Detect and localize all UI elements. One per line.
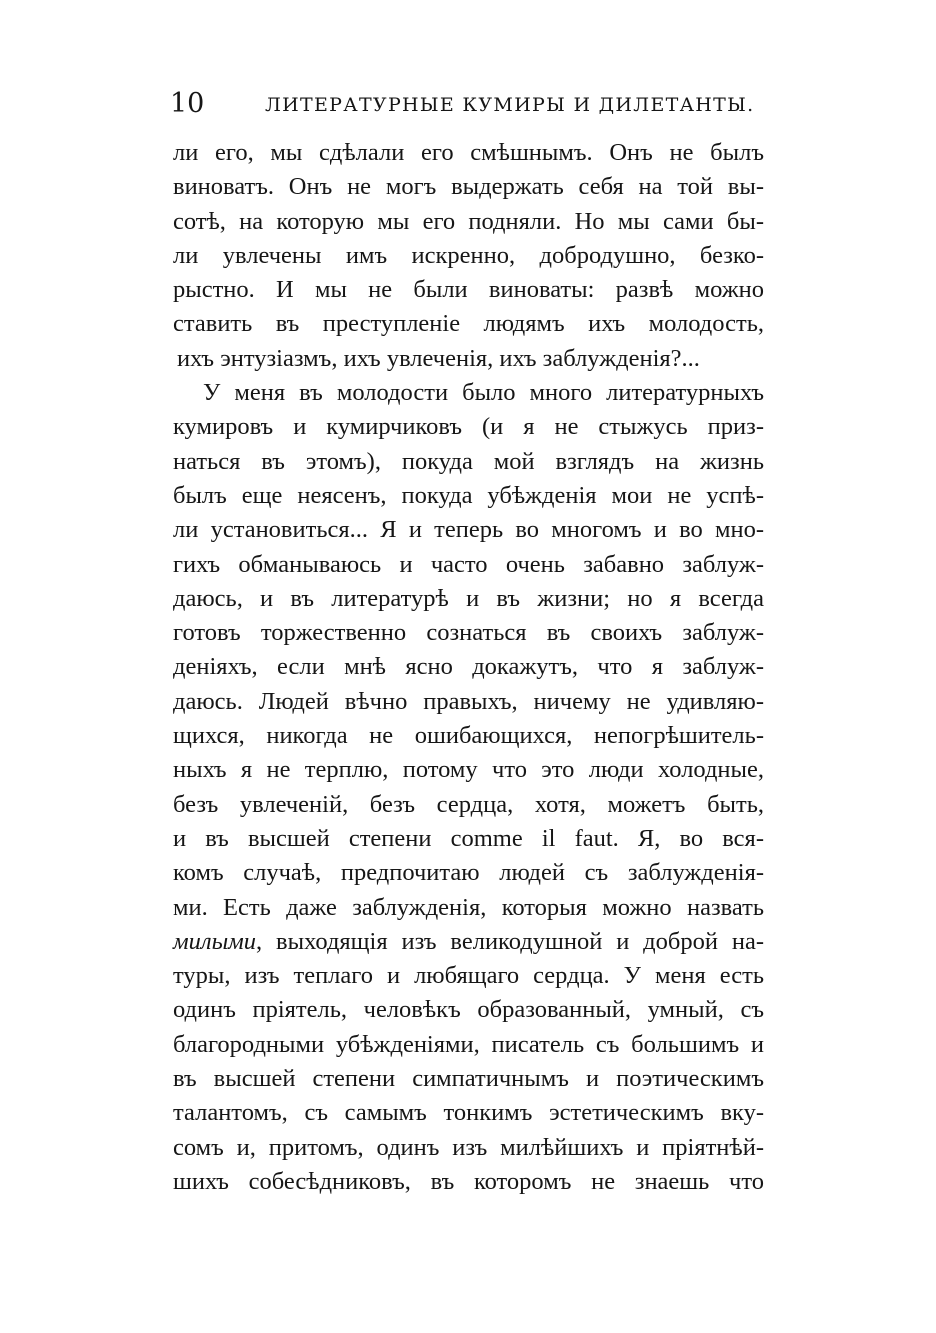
text-line: гихъ обманываюсь и часто очень забавно заблуж- <box>173 550 764 578</box>
text-line: комъ случаѣ, предпочитаю людей съ заблужденія- <box>173 859 764 887</box>
text-line: щихся, никогда не ошибающихся, непогрѣшитель- <box>173 722 764 750</box>
text-line: въ высшей степени симпатичнымъ и поэтическимъ <box>173 1065 764 1093</box>
text-line: безъ увлеченій, безъ сердца, хотя, можетъ быть, <box>173 790 764 818</box>
page-header <box>170 86 770 122</box>
page-number: 10 <box>170 88 205 119</box>
italic-word: милыми <box>173 927 257 955</box>
text-line: готовъ торжественно сознаться въ своихъ заблуж- <box>173 619 764 647</box>
text-line: даюсь, и въ литературѣ и въ жизни; но я всегда <box>173 584 764 612</box>
running-title: ЛИТЕРАТУРНЫЕ КУМИРЫ И ДИЛЕТАНТЫ. <box>265 94 755 116</box>
text-line: рыстно. И мы не были виноваты: развѣ можно <box>173 276 764 304</box>
text-line: благородными убѣжденіями, писатель съ большимъ и <box>173 1030 764 1058</box>
text-line: ми. Есть даже заблужденія, которыя можно назвать <box>173 893 764 921</box>
text-line: сотѣ, на которую мы его подняли. Но мы сами бы- <box>173 207 764 235</box>
body-text <box>173 136 764 1199</box>
text-line: и въ высшей степени comme il faut. Я, во вся- <box>173 824 764 852</box>
text-line: ли увлечены имъ искренно, добродушно, безко- <box>173 241 764 269</box>
text-line-rest: , выходящія изъ великодушной и доброй на- <box>256 927 764 955</box>
text-line: деніяхъ, если мнѣ ясно докажутъ, что я заблуж- <box>173 653 764 681</box>
text-line: кумировъ и кумирчиковъ (и я не стыжусь приз- <box>173 413 764 441</box>
text-line: ставить въ преступленіе людямъ ихъ молодость, <box>173 310 764 338</box>
text-line: сомъ и, притомъ, одинъ изъ милѣйшихъ и пріятнѣй- <box>173 1133 764 1161</box>
text-line: туры, изъ теплаго и любящаго сердца. У меня есть <box>173 962 764 990</box>
text-line: ихъ энтузіазмъ, ихъ увлеченія, ихъ заблужденія?... <box>177 344 700 372</box>
text-line: ныхъ я не терплю, потому что это люди холодные, <box>173 756 764 784</box>
text-line: шихъ собесѣдниковъ, въ которомъ не знаешь что <box>173 1167 764 1195</box>
text-line: былъ еще неясенъ, покуда убѣжденія мои не успѣ- <box>173 481 764 509</box>
text-line: даюсь. Людей вѣчно правыхъ, ничему не удивляю- <box>173 687 764 715</box>
text-line: ли его, мы сдѣлали его смѣшнымъ. Онъ не былъ <box>173 139 764 166</box>
text-line: талантомъ, съ самымъ тонкимъ эстетическимъ вку- <box>173 1099 764 1127</box>
text-line: наться въ этомъ), покуда мой взглядъ на жизнь <box>173 447 764 475</box>
text-line-with-italic <box>173 925 764 959</box>
text-line: виноватъ. Онъ не могъ выдержать себя на той вы- <box>173 173 764 201</box>
text-line: У меня въ молодости было много литературныхъ <box>203 379 764 407</box>
text-line: ли установиться... Я и теперь во многомъ и во мно- <box>173 516 764 544</box>
text-line: одинъ пріятель, человѣкъ образованный, умный, съ <box>173 996 764 1024</box>
